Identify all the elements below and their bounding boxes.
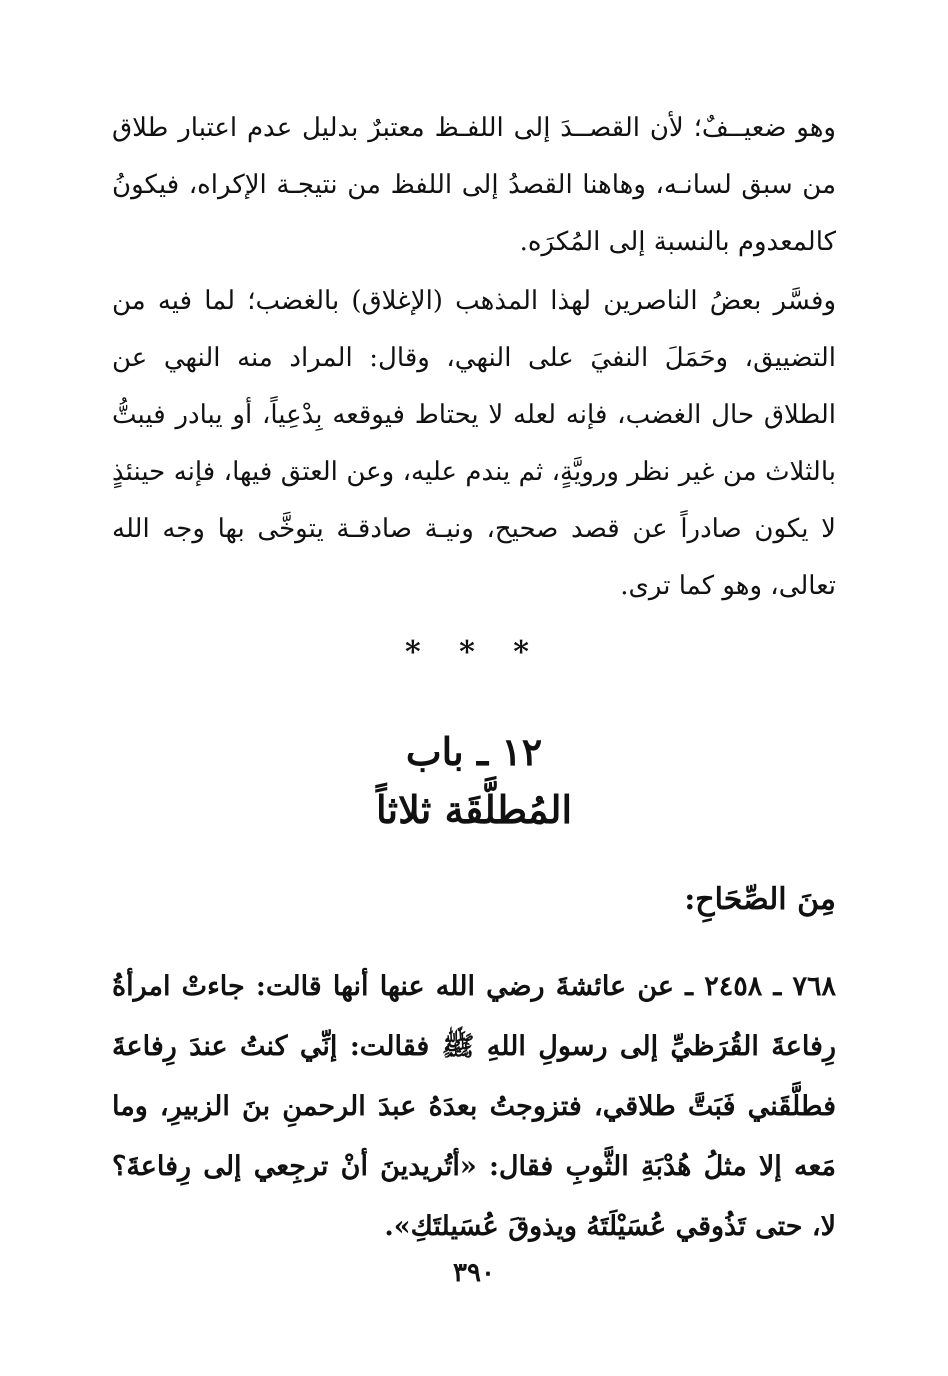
section-label: مِنَ الصِّحَاحِ: — [684, 882, 836, 917]
page-content — [112, 100, 836, 1376]
page-number: ٣٩٠ — [453, 1258, 495, 1288]
chapter-title: المُطلَّقَة ثلاثاً — [375, 787, 573, 832]
paragraph-anger-interpretation: وفسَّر بعضُ الناصرين لهذا المذهب (الإغلاق) بالغضب؛ لما فيه من التضييق، وحَمَلَ النفيَ على النهي، وقال: المراد منه النهي عن الطلاق حال الغضب، فإنه لعله لا يحتاط فيوقعه بِدْعِياً، أو يبادر فيبتُّ بالثلاث من غير نظر ورويَّةٍ، ثم يندم عليه، وعن العتق فيها، فإنه حينئذٍ لا يكون صادراً عن قصد صحيح، ونيـة صادقـة يتوخَّى بها وجه الله تعالى، وهو كما ترى. — [112, 286, 836, 601]
section-separator: * * * — [405, 635, 543, 670]
hadith-text: ٧٦٨ ـ ٢٤٥٨ ـ عن عائشةَ رضي الله عنها أنها قالت: جاءتْ امرأةُ رِفاعةَ القُرَظيِّ إلى رسولِ اللهِ ﷺ فقالت: إنِّي كنتُ عندَ رِفاعةَ فطلَّقَني فَبَتَّ طلاقي، فتزوجتُ بعدَهُ عبدَ الرحمنِ بنَ الزبيرِ، وما مَعه إلا مثلُ هُدْبَةِ الثَّوبِ فقال: «أتُريدينَ أنْ ترجِعي إلى رِفاعةَ؟ لا، حتى تَذُوقي عُسَيْلَتَهُ ويذوقَ عُسَيلتَكِ». — [112, 971, 837, 1242]
paragraph-weak-opinion: وهو ضعيــفٌ؛ لأن القصــدَ إلى اللفـظ معتبرٌ بدليل عدم اعتبار طلاق من سبق لسانـه، وهاهنا القصدُ إلى اللفظ من نتيجـة الإكراه، فيكونُ كالمعدوم بالنسبة إلى المُكرَه. — [112, 113, 836, 257]
chapter-number: ١٢ ـ باب — [405, 729, 543, 774]
